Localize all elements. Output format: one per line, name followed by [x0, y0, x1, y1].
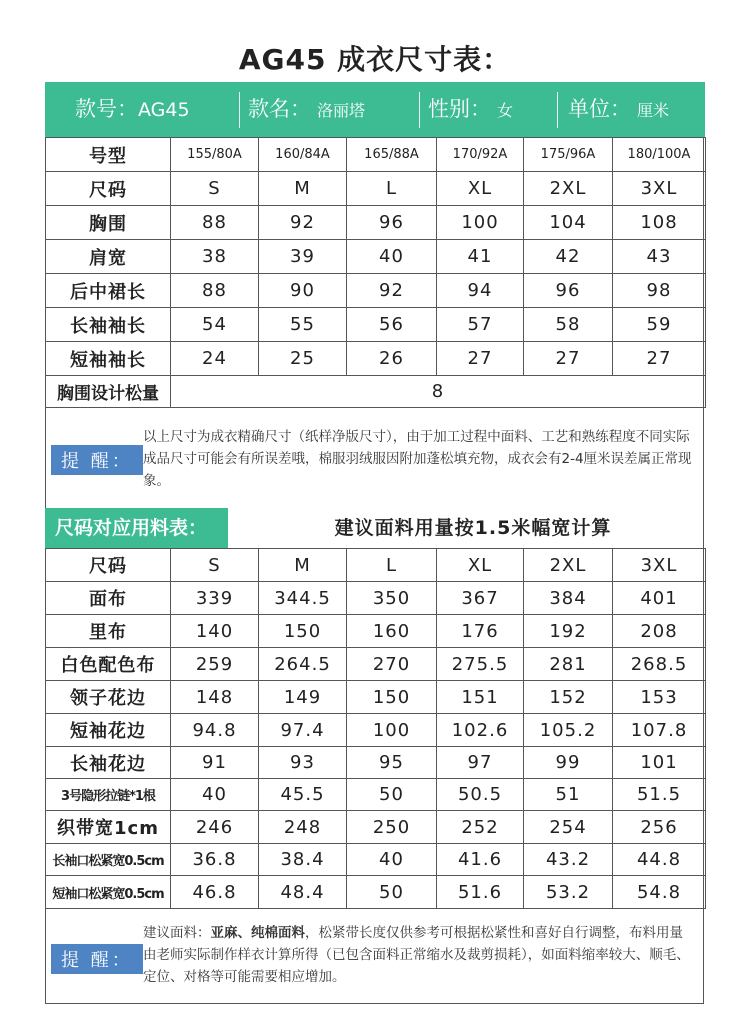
table-cell: 53.2 — [524, 876, 613, 909]
gender-field — [428, 82, 513, 137]
fabric-section-subtitle: 建议面料用量按1.5米幅宽计算 — [334, 517, 612, 539]
table-row — [46, 844, 706, 876]
table-cell: 192 — [524, 615, 613, 648]
header-divider — [557, 92, 558, 128]
row-label: 长袖口松紧宽0.5cm — [46, 844, 171, 876]
table-cell: 150 — [259, 615, 347, 648]
reminder-note — [45, 409, 705, 499]
style-name-label: 款名： — [248, 97, 311, 121]
style-name-field — [248, 82, 365, 137]
table-cell: 55 — [259, 308, 347, 342]
table-cell: 43 — [613, 240, 706, 274]
table-cell: 50.5 — [437, 779, 524, 811]
row-label: 领子花边 — [46, 681, 171, 714]
row-label: 后中裙长 — [46, 274, 171, 308]
table-cell: 176 — [437, 615, 524, 648]
table-row — [46, 240, 706, 274]
table-row — [46, 138, 706, 172]
table-cell: 165/88A — [347, 138, 437, 172]
gender-label: 性别： — [428, 97, 491, 121]
table-cell: 97 — [437, 747, 524, 779]
header-divider — [239, 92, 240, 128]
table-cell: 264.5 — [259, 648, 347, 681]
table-cell: 270 — [347, 648, 437, 681]
size-table — [45, 137, 706, 408]
table-cell: 150 — [347, 681, 437, 714]
table-cell: 384 — [524, 582, 613, 615]
row-label: 号型 — [46, 138, 171, 172]
table-cell: XL — [437, 172, 524, 206]
table-cell: 108 — [613, 206, 706, 240]
row-label: 尺码 — [46, 172, 171, 206]
row-label: 里布 — [46, 615, 171, 648]
table-cell: 51.6 — [437, 876, 524, 909]
table-cell: 254 — [524, 811, 613, 844]
table-cell: 24 — [171, 342, 259, 376]
row-label: 长袖花边 — [46, 747, 171, 779]
table-cell: 40 — [171, 779, 259, 811]
unit-label: 单位： — [568, 97, 631, 121]
table-row — [46, 582, 706, 615]
reminder-badge: 提 醒： — [51, 445, 143, 475]
fabric-reminder-text — [143, 922, 695, 988]
table-cell: 58 — [524, 308, 613, 342]
table-cell: 3XL — [613, 549, 706, 582]
table-cell: 27 — [437, 342, 524, 376]
table-cell: 160/84A — [259, 138, 347, 172]
table-row — [46, 549, 706, 582]
unit-value: 厘米 — [637, 101, 670, 120]
table-cell: 94.8 — [171, 714, 259, 747]
row-label: 3号隐形拉链*1根 — [46, 779, 171, 811]
fabric-table — [45, 548, 706, 909]
header-divider — [419, 92, 420, 128]
table-cell: 175/96A — [524, 138, 613, 172]
table-cell: 3XL — [613, 172, 706, 206]
table-cell: 275.5 — [437, 648, 524, 681]
table-cell: 40 — [347, 844, 437, 876]
table-cell: 246 — [171, 811, 259, 844]
table-cell: 50 — [347, 876, 437, 909]
table-cell: 51.5 — [613, 779, 706, 811]
table-cell: 155/80A — [171, 138, 259, 172]
spec-header-bar — [45, 82, 705, 137]
table-cell: 36.8 — [171, 844, 259, 876]
table-cell: 367 — [437, 582, 524, 615]
table-cell: 54.8 — [613, 876, 706, 909]
table-cell: 248 — [259, 811, 347, 844]
table-cell: 27 — [613, 342, 706, 376]
table-cell: 50 — [347, 779, 437, 811]
table-cell: 41.6 — [437, 844, 524, 876]
table-row — [46, 376, 706, 408]
table-cell: 153 — [613, 681, 706, 714]
table-cell: 180/100A — [613, 138, 706, 172]
row-label: 肩宽 — [46, 240, 171, 274]
table-cell: 90 — [259, 274, 347, 308]
row-label: 短袖口松紧宽0.5cm — [46, 876, 171, 909]
table-row — [46, 681, 706, 714]
ease-value: 8 — [171, 376, 706, 408]
table-cell: 140 — [171, 615, 259, 648]
table-cell: 27 — [524, 342, 613, 376]
table-cell: 344.5 — [259, 582, 347, 615]
table-cell: 105.2 — [524, 714, 613, 747]
table-cell: 88 — [171, 274, 259, 308]
row-label: 胸围 — [46, 206, 171, 240]
row-label: 胸围设计松量 — [46, 376, 171, 408]
table-cell: 43.2 — [524, 844, 613, 876]
style-no-field — [75, 82, 190, 137]
table-cell: 45.5 — [259, 779, 347, 811]
table-row — [46, 274, 706, 308]
row-label: 尺码 — [46, 549, 171, 582]
table-cell: 59 — [613, 308, 706, 342]
fabric-section-tag: 尺码对应用料表： — [45, 508, 228, 548]
unit-field — [568, 82, 669, 137]
fabric-reminder-note — [45, 912, 705, 1002]
table-cell: 39 — [259, 240, 347, 274]
table-cell: 96 — [524, 274, 613, 308]
table-cell: 42 — [524, 240, 613, 274]
table-cell: 38.4 — [259, 844, 347, 876]
table-cell: 51 — [524, 779, 613, 811]
table-cell: 46.8 — [171, 876, 259, 909]
reminder-text-prefix: 建议面料： — [143, 925, 211, 941]
table-cell: 26 — [347, 342, 437, 376]
page-title: AG45 成衣尺寸表： — [238, 43, 512, 76]
table-row — [46, 876, 706, 909]
table-cell: 93 — [259, 747, 347, 779]
row-label: 面布 — [46, 582, 171, 615]
table-cell: 38 — [171, 240, 259, 274]
table-cell: 2XL — [524, 172, 613, 206]
row-label: 长袖袖长 — [46, 308, 171, 342]
table-cell: 104 — [524, 206, 613, 240]
table-cell: S — [171, 172, 259, 206]
style-no-label: 款号： — [75, 97, 138, 121]
gender-value: 女 — [497, 101, 514, 120]
reminder-badge: 提 醒： — [51, 944, 143, 974]
table-cell: 259 — [171, 648, 259, 681]
row-label: 短袖花边 — [46, 714, 171, 747]
table-row — [46, 648, 706, 681]
table-cell: 96 — [347, 206, 437, 240]
table-cell: 100 — [437, 206, 524, 240]
table-cell: 95 — [347, 747, 437, 779]
table-cell: 40 — [347, 240, 437, 274]
table-cell: L — [347, 172, 437, 206]
table-cell: 48.4 — [259, 876, 347, 909]
table-row — [46, 747, 706, 779]
table-cell: 88 — [171, 206, 259, 240]
row-label: 短袖袖长 — [46, 342, 171, 376]
table-row — [46, 714, 706, 747]
style-name-value: 洛丽塔 — [317, 101, 366, 120]
table-row — [46, 779, 706, 811]
table-cell: 208 — [613, 615, 706, 648]
table-cell: 281 — [524, 648, 613, 681]
table-cell: 41 — [437, 240, 524, 274]
table-cell: 339 — [171, 582, 259, 615]
reminder-text: 以上尺寸为成衣精确尺寸（纸样净版尺寸），由于加工过程中面料、工艺和熟练程度不同实际成品尺寸可能会有所误差哦，棉服羽绒服因附加蓬松填充物，成衣会有2-4厘米误差属正常现象。 — [143, 429, 692, 489]
table-cell: 92 — [259, 206, 347, 240]
table-cell: 91 — [171, 747, 259, 779]
table-cell: 92 — [347, 274, 437, 308]
row-label: 织带宽1cm — [46, 811, 171, 844]
table-cell: 97.4 — [259, 714, 347, 747]
table-cell: 99 — [524, 747, 613, 779]
table-cell: 25 — [259, 342, 347, 376]
table-cell: 94 — [437, 274, 524, 308]
table-cell: L — [347, 549, 437, 582]
table-cell: 54 — [171, 308, 259, 342]
table-cell: 107.8 — [613, 714, 706, 747]
table-cell: M — [259, 172, 347, 206]
table-cell: 160 — [347, 615, 437, 648]
table-cell: 250 — [347, 811, 437, 844]
table-row — [46, 615, 706, 648]
table-cell: 149 — [259, 681, 347, 714]
table-row — [46, 206, 706, 240]
table-row — [46, 342, 706, 376]
table-row — [46, 172, 706, 206]
table-cell: M — [259, 549, 347, 582]
table-cell: 98 — [613, 274, 706, 308]
table-cell: 2XL — [524, 549, 613, 582]
table-cell: 44.8 — [613, 844, 706, 876]
table-cell: 350 — [347, 582, 437, 615]
table-cell: 256 — [613, 811, 706, 844]
table-cell: 101 — [613, 747, 706, 779]
table-cell: 57 — [437, 308, 524, 342]
table-cell: 100 — [347, 714, 437, 747]
table-cell: 151 — [437, 681, 524, 714]
table-cell: 170/92A — [437, 138, 524, 172]
table-cell: 401 — [613, 582, 706, 615]
table-cell: XL — [437, 549, 524, 582]
table-row — [46, 308, 706, 342]
fabric-section-header — [45, 508, 705, 548]
table-row — [46, 811, 706, 844]
table-cell: 148 — [171, 681, 259, 714]
style-no-value: AG45 — [138, 99, 190, 121]
table-cell: 102.6 — [437, 714, 524, 747]
table-cell: 152 — [524, 681, 613, 714]
row-label: 白色配色布 — [46, 648, 171, 681]
table-cell: 56 — [347, 308, 437, 342]
recommended-fabric: 亚麻、纯棉面料 — [210, 925, 305, 941]
table-cell: 268.5 — [613, 648, 706, 681]
reminder-text-rest: ，松紧带长度仅供参考可根据松紧性和喜好自行调整，布料用量由老师实际制作样衣计算所得（已包含面料正常缩水及裁剪损耗），如面料缩率较大、顺毛、定位、对格等可能需要相应增加。 — [143, 925, 690, 985]
table-cell: S — [171, 549, 259, 582]
table-cell: 252 — [437, 811, 524, 844]
